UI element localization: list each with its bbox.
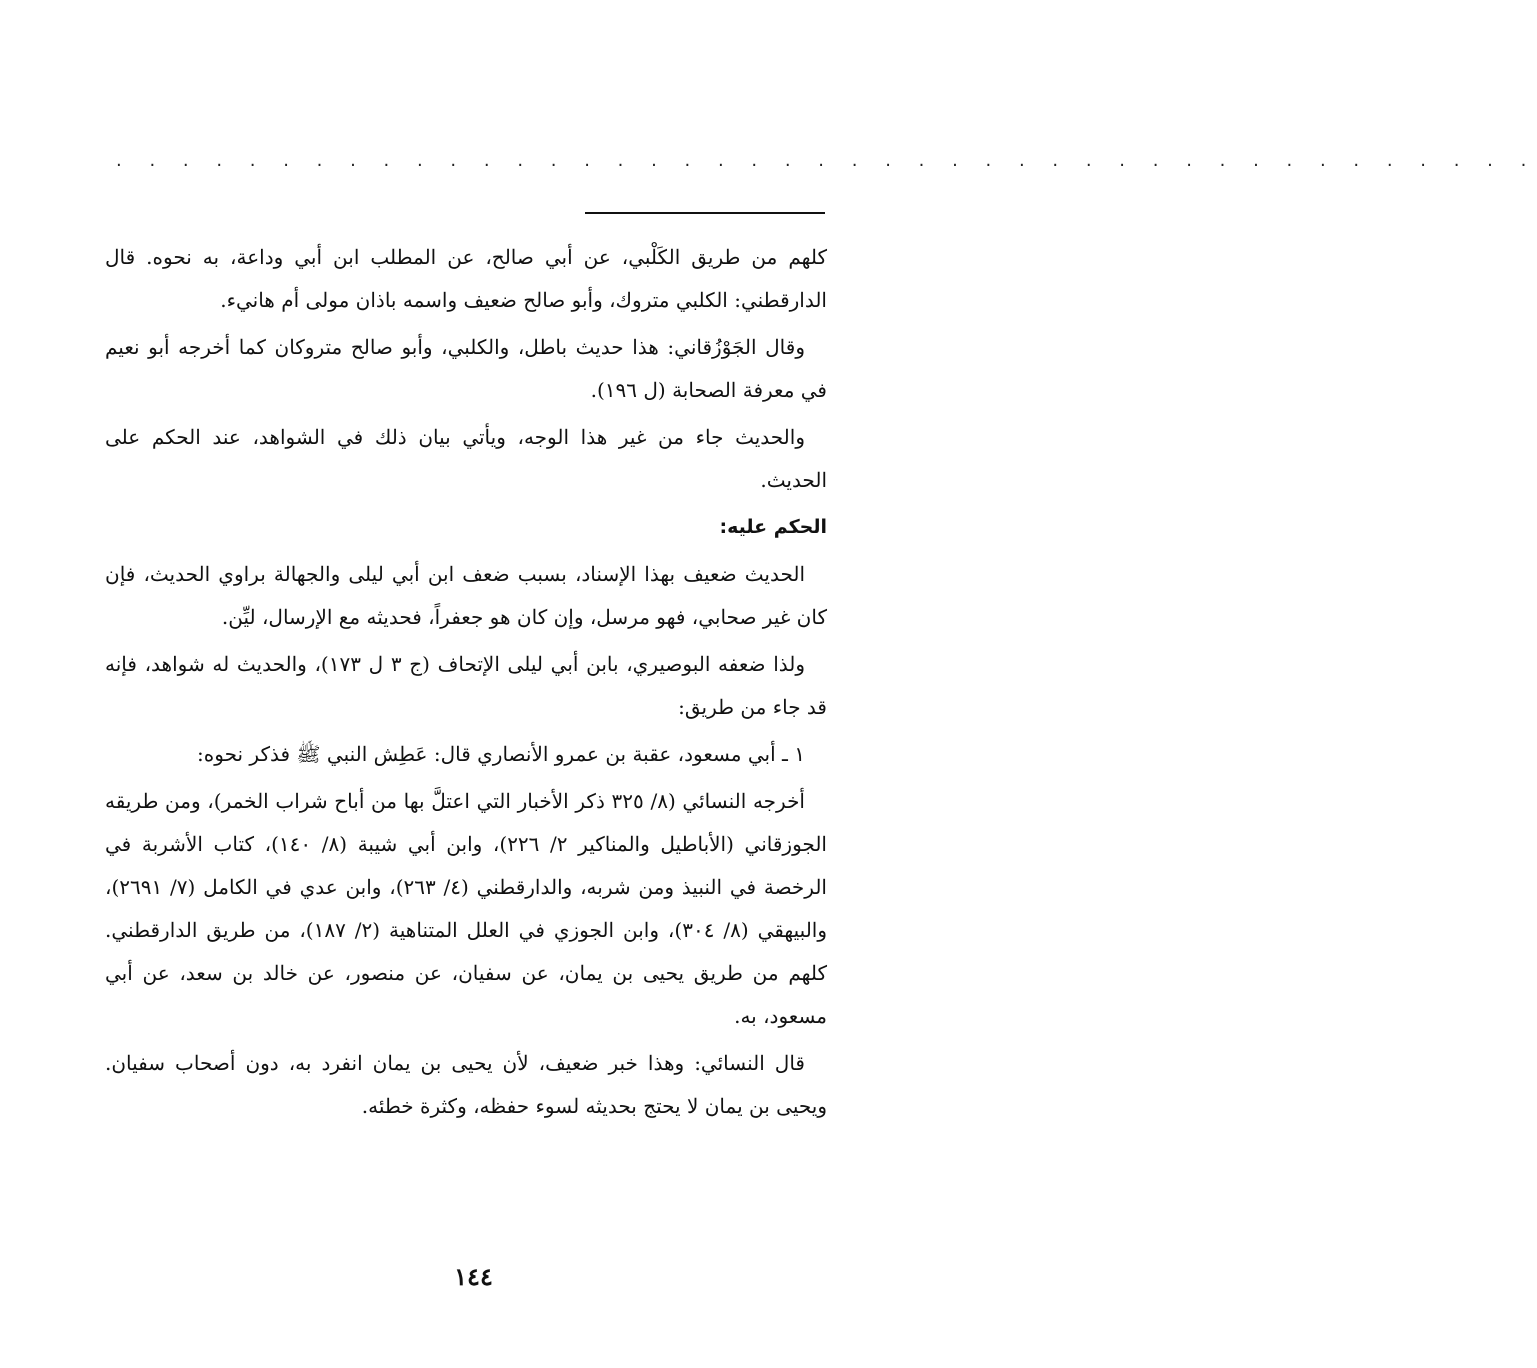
paragraph-1: كلهم من طريق الكَلْبي، عن أبي صالح، عن المطلب ابن أبي وداعة، به نحوه. قال الدارقطني: الكلبي متروك، وأبو صالح ضعيف واسمه باذان مولى أم هانيء. xyxy=(105,245,827,312)
paragraph-4: الحديث ضعيف بهذا الإسناد، بسبب ضعف ابن أبي ليلى والجهالة براوي الحديث، فإن كان غير صحابي، فهو مرسل، وإن كان هو جعفراً، فحديثه مع الإرسال، ليِّن. xyxy=(105,562,827,629)
dotted-separator: . . . . . . . . . . . . . . . . . . . . . . . . . . . . . . . . . . . . . . . . . . . xyxy=(116,150,1537,171)
paragraph-3: والحديث جاء من غير هذا الوجه، ويأتي بيان ذلك في الشواهد، عند الحكم على الحديث. xyxy=(105,425,827,492)
paragraph-6: ١ ـ أبي مسعود، عقبة بن عمرو الأنصاري قال: عَطِش النبي ﷺ فذكر نحوه: xyxy=(197,742,805,766)
footnote-rule xyxy=(585,212,825,214)
page-number: ١٤٤ xyxy=(454,1262,493,1291)
paragraph-2: وقال الجَوْزُقاني: هذا حديث باطل، والكلبي، وأبو صالح متروكان كما أخرجه أبو نعيم في معرفة الصحابة (ل ١٩٦). xyxy=(105,335,827,402)
paragraph-7: أخرجه النسائي (٨/ ٣٢٥ ذكر الأخبار التي اعتلَّ بها من أباح شراب الخمر)، ومن طريقه الجوزقاني (الأباطيل والمناكير ٢/ ٢٢٦)، وابن أبي شيبة (٨/ ١٤٠)، كتاب الأشربة في الرخصة في النبيذ ومن شربه، والدارقطني (٤/ ٢٦٣)، وابن عدي في الكامل (٧/ ٢٦٩١)، والبيهقي (٨/ ٣٠٤)، وابن الجوزي في العلل المتناهية (٢/ ١٨٧)، من طريق الدارقطني. كلهم من طريق يحيى بن يمان، عن سفيان، عن منصور، عن خالد بن سعد، عن أبي مسعود، به. xyxy=(105,789,828,1028)
paragraph-5: ولذا ضعفه البوصيري، بابن أبي ليلى الإتحاف (ج ٣ ل ١٧٣)، والحديث له شواهد، فإنه قد جاء من طريق: xyxy=(105,652,827,719)
page-body xyxy=(105,236,827,1132)
paragraph-8: قال النسائي: وهذا خبر ضعيف، لأن يحيى بن يمان انفرد به، دون أصحاب سفيان. ويحيى بن يمان لا يحتج بحديثه لسوء حفظه، وكثرة خطئه. xyxy=(105,1051,827,1118)
section-heading: الحكم عليه: xyxy=(719,516,827,538)
